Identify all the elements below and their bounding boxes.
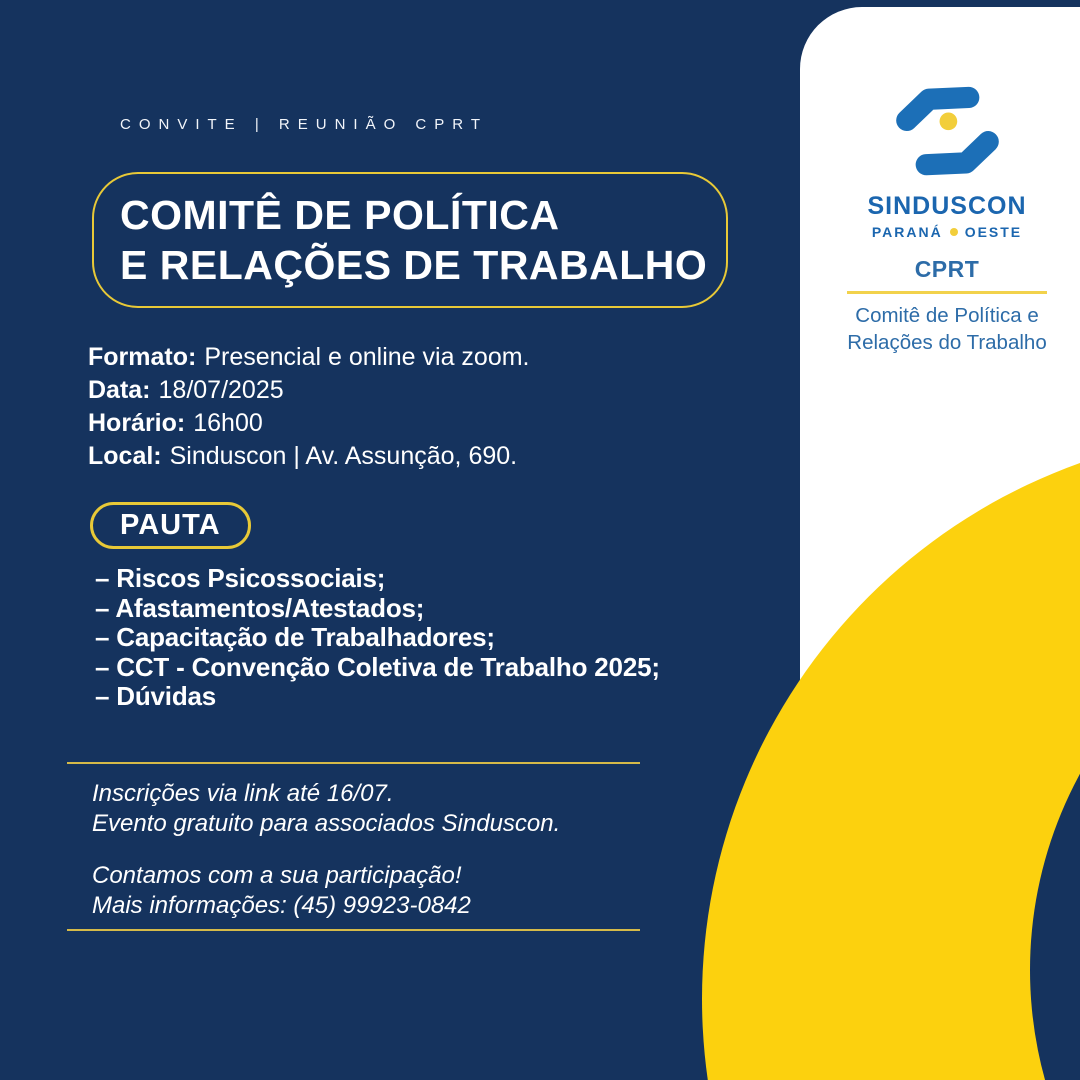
- detail-value: 18/07/2025: [158, 376, 284, 404]
- agenda-list: [95, 564, 660, 712]
- note-line: Evento gratuito para associados Sinduscon.: [92, 810, 561, 837]
- detail-row-local: [88, 440, 530, 473]
- note-line: Contamos com a sua participação!: [92, 862, 462, 889]
- detail-value: 16h00: [193, 409, 263, 437]
- detail-label: Formato:: [88, 343, 197, 371]
- notes-spacer: [92, 839, 560, 861]
- gold-divider-top: [67, 762, 640, 764]
- committee-name: Comitê de Política e Relações do Trabalho: [847, 304, 1047, 355]
- detail-row-data: [88, 374, 530, 407]
- agenda-item: – Capacitação de Trabalhadores;: [95, 622, 495, 652]
- detail-label: Data:: [88, 376, 151, 404]
- note-line: Inscrições via link até 16/07.: [92, 780, 394, 807]
- region-part2: OESTE: [964, 224, 1023, 240]
- detail-row-horario: [88, 407, 530, 440]
- event-details: [88, 341, 530, 473]
- detail-value: Sinduscon | Av. Assunção, 690.: [169, 442, 518, 470]
- title-box: [92, 172, 728, 308]
- agenda-item: – Riscos Psicossociais;: [95, 563, 386, 593]
- agenda-item: – Afastamentos/Atestados;: [95, 592, 425, 623]
- sinduscon-wordmark: SINDUSCON: [867, 192, 1027, 220]
- detail-row-formato: [88, 341, 530, 374]
- agenda-item: – CCT - Convenção Coletiva de Trabalho 2025;: [95, 651, 660, 682]
- note-line: Mais informações: (45) 99923-0842: [92, 892, 471, 919]
- page-title-line1: COMITÊ DE POLÍTICA: [120, 192, 560, 238]
- region-part1: PARANÁ: [871, 224, 943, 240]
- notes-section: [92, 779, 560, 921]
- eyebrow-text: CONVITE | REUNIÃO CPRT: [120, 116, 488, 133]
- detail-label: Local:: [88, 442, 162, 470]
- detail-value: Presencial e online via zoom.: [204, 343, 530, 371]
- gold-divider-bottom: [67, 929, 640, 931]
- committee-acronym: CPRT: [914, 256, 980, 282]
- page-title-line2: E RELAÇÕES DE TRABALHO: [120, 242, 708, 288]
- agenda-item: – Dúvidas: [95, 681, 217, 711]
- detail-label: Horário:: [88, 409, 186, 437]
- pauta-badge: PAUTA: [90, 502, 251, 549]
